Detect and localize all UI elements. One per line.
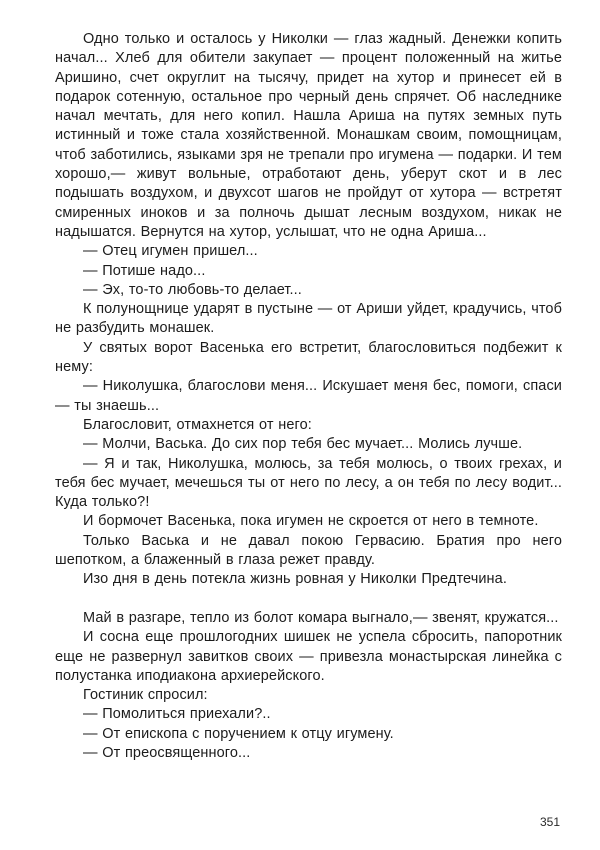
paragraph: У святых ворот Васенька его встретит, благословиться подбежит к нему:: [55, 339, 562, 376]
paragraph: — От епископа с поручением к отцу игумену.: [83, 725, 394, 742]
paragraph: — Молчи, Васька. До сих пор тебя бес мучает... Молись лучше.: [83, 436, 523, 453]
paragraph: — Отец игумен пришел...: [83, 243, 258, 260]
paragraph: И сосна еще прошлогодних шишек не успела сбросить, папоротник еще не развернул завитков своих — привезла монастырская линейка с полустанка иподиакона архиерейского.: [55, 629, 562, 684]
paragraph: — Эх, то-то любовь-то делает...: [83, 281, 302, 298]
paragraph: Одно только и осталось у Николки — глаз жадный. Денежки копить начал... Хлеб для обители закупает — процент положенный на житье Аришино, счет округлит на тысячу, придет на хутор и принесет ей в подарок сотенную, остальное про черный день спрячет. Об наследнике начал мечтать, для него копил. Нашла Ариша на путях земных путь истинный и тоже стала хозяйственной. Монашкам своим, помощницам, чтоб заботились, языками зря не трепали про игумена — подарки. И тем хорошо,— живут вольные, отработают день, уберут скот и в лес подышать воздухом, и двухсот шагов не пройдут от хутора — встретят смиренных иноков и за полночь дышат лесным воздухом, никак не надышатся. Вернутся на хутор, услышат, что не одна Ариша...: [55, 31, 562, 240]
paragraph: — От преосвященного...: [83, 744, 251, 761]
text-block: [55, 30, 562, 763]
paragraph: Гостиник спросил:: [83, 687, 208, 704]
paragraph: — Потише надо...: [83, 262, 206, 279]
paragraph: — Помолиться приехали?..: [83, 706, 271, 723]
paragraph: — Я и так, Николушка, молюсь, за тебя молюсь, о твоих грехах, и тебя бес мучает, мечешься ты от него по лесу, а он тебя по лесу водит... Куда только?!: [55, 455, 562, 511]
paragraph: Май в разгаре, тепло из болот комара выгнало,— звенят, кружатся...: [83, 609, 559, 626]
paragraph: Изо дня в день потекла жизнь ровная у Николки Предтечина.: [83, 571, 507, 588]
paragraph: Благословит, отмахнется от него:: [83, 416, 312, 433]
paragraph: — Николушка, благослови меня... Искушает меня бес, помоги, спаси — ты знаешь...: [55, 378, 562, 414]
paragraph: И бормочет Васенька, пока игумен не скроется от него в темноте.: [83, 513, 539, 530]
page-number: 351: [539, 814, 560, 829]
paragraph: К полунощнице ударят в пустыне — от Ариши уйдет, крадучись, чтоб не разбудить монашек.: [55, 301, 562, 337]
paragraph: Только Васька и не давал покою Гервасию. Братия про него шепотком, а блаженный в глаза режет правду.: [55, 532, 562, 569]
